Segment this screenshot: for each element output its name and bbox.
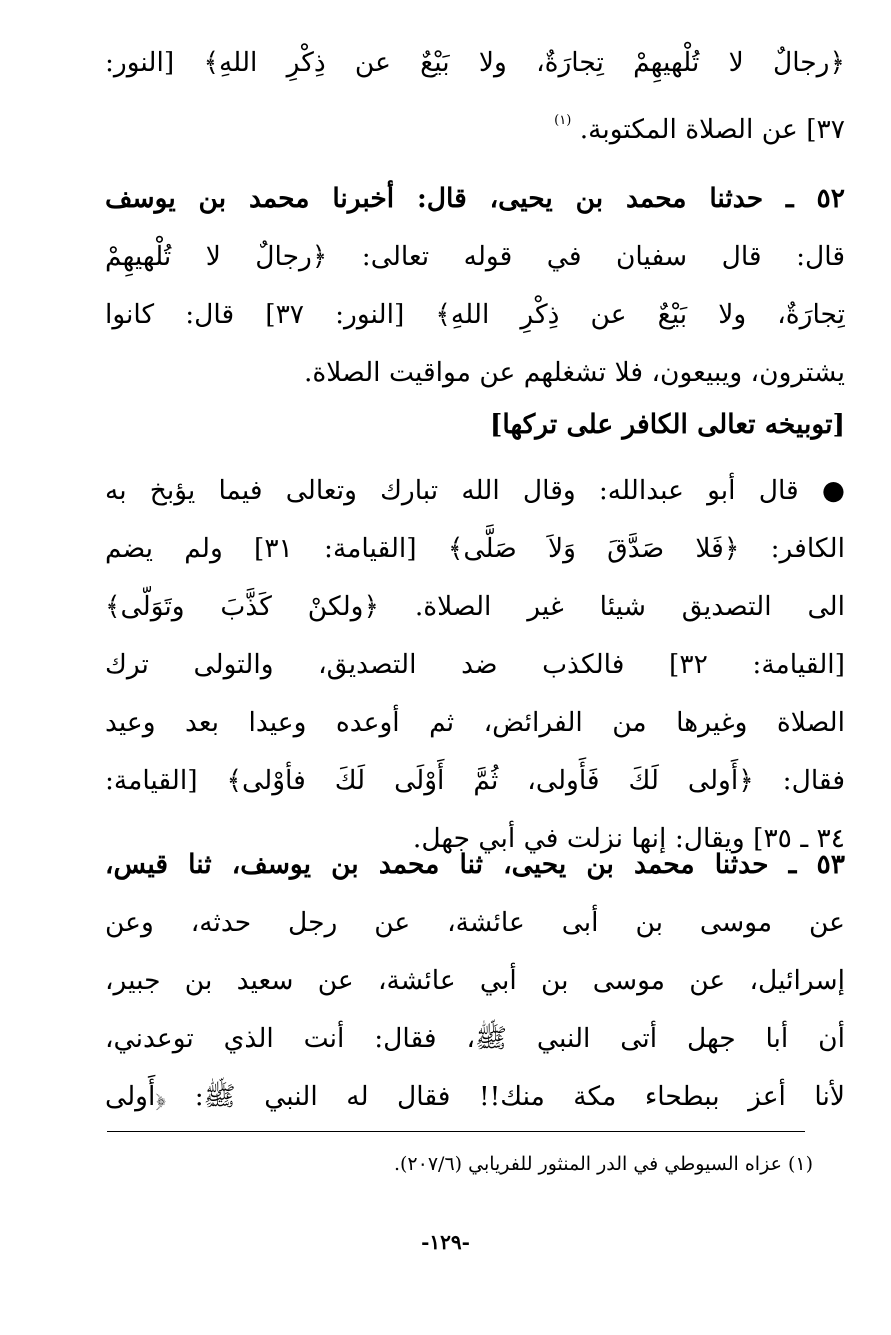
verse-continuation (105, 34, 845, 150)
text-line: تِجارَةٌ، ولا بَيْعٌ عن ذِكْرِ اللهِ﴾ [النور: ٣٧] قال: كانوا (105, 299, 845, 330)
hadith-header-line: ٥٢ ـ حدثنا محمد بن يحيى، قال: أخبرنا محمد بن يوسف (105, 183, 845, 214)
text-line: ● قال أبو عبدالله: وقال الله تبارك وتعالى فيما يؤبخ به (105, 475, 845, 506)
hadith-53 (105, 836, 845, 1126)
footnote-ref: (١) (554, 113, 572, 128)
commentary-paragraph (105, 462, 845, 868)
section-heading-block (105, 396, 845, 454)
text-line: عن موسى بن أبى عائشة، عن رجل حدثه، وعن (105, 907, 845, 938)
text-line: ٣٤ ـ ٣٥] ويقال: إنها نزلت في أبي جهل. (412, 823, 845, 854)
text-line: فقال: ﴿أَولى لَكَ فَأَولى، ثُمَّ أَوْلَى لَكَ فأوْلى﴾ [القيامة: (105, 765, 845, 796)
page-number: -١٢٩- (421, 1230, 470, 1254)
footnote: (١) عزاه السيوطي في الدر المنثور للفريابي (٢٠٧/٦). (393, 1153, 813, 1175)
text-line: الى التصديق شيئا غير الصلاة. ﴿ولكنْ كَذَّبَ وتَوَلّى﴾ (105, 591, 845, 622)
text-line: الصلاة وغيرها من الفرائض، ثم أوعده وعيدا بعد وعيد (105, 707, 845, 738)
text-line: ٣٧] عن الصلاة المكتوبة. (579, 114, 845, 145)
text-line-with-footnote (105, 92, 845, 150)
hadith-52 (105, 170, 845, 402)
text-line: [القيامة: ٣٢] فالكذب ضد التصديق، والتولى ترك (105, 649, 845, 680)
hadith-header-line: ٥٣ ـ حدثنا محمد بن يحيى، ثنا محمد بن يوسف، ثنا قيس، (105, 849, 845, 880)
text-line: ﴿رجالٌ لا تُلْهيهِمْ تِجارَةٌ، ولا بَيْعٌ عن ذِكْرِ اللهِ﴾ [النور: (105, 47, 845, 78)
text-line: قال: قال سفيان في قوله تعالى: ﴿رجالٌ لا تُلْهيهِمْ (105, 241, 845, 272)
section-heading: [توبيخه تعالى الكافر على تركها] (489, 409, 845, 440)
text-line: الكافر: ﴿فَلا صَدَّقَ وَلاَ صَلَّى﴾ [القيامة: ٣١] ولم يضم (105, 533, 845, 564)
text-line: يشترون، ويبيعون، فلا تشغلهم عن مواقيت الصلاة. (304, 357, 845, 388)
text-line: أن أبا جهل أتى النبي ﷺ، فقال: أنت الذي توعدني، (105, 1023, 845, 1054)
footnote-divider (107, 1131, 805, 1132)
text-line: إسرائيل، عن موسى بن أبي عائشة، عن سعيد بن جبير، (105, 965, 845, 996)
text-line: لأنا أعز ببطحاء مكة منك!! فقال له النبي ﷺ: ﴿أَولى (105, 1081, 845, 1112)
